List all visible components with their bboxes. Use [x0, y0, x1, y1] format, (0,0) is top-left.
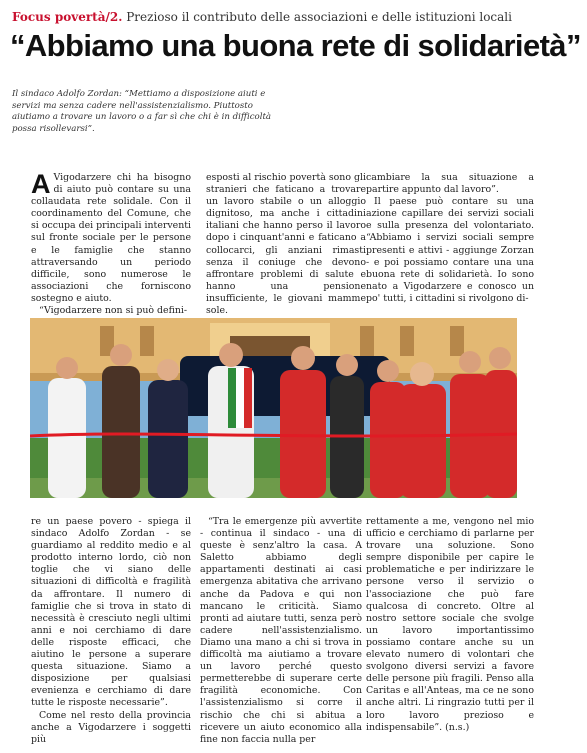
paragraph: Come nel resto della provincia anche a Vigodarzere i soggetti più [31, 709, 191, 745]
paragraph: re un paese povero - spiega il sindaco Adolfo Zordan - se guardiamo al reddito medio e al prodotto interno lordo, ciò non toglie che vi siano delle situazioni di difficoltà e fragilità da affrontare. Il numero di famiglie che si trova in stato di necessità è cresciuto negli ultimi anni e noi cerchiamo di dare delle risposte efficaci, che aiutino le persone a superare questa situazione. Siamo a disposizione per qualsiasi evenienza e cerchiamo di dare tutte le risposte necessarie”. [31, 516, 191, 709]
standfirst: Il sindaco Adolfo Zordan: “Mettiamo a disposizione aiuti e servizi ma senza cadere nell'assistenzialismo. Piuttosto aiutiamo a trovare un lavoro o a far sì che chi è in difficoltà possa risollevarsi”. [12, 89, 272, 134]
paragraph: “Vigodarzere non si può defini- [39, 305, 188, 317]
ribbon-cutting-photo [30, 318, 517, 498]
paragraph: Il paese può contare su una azione capillare dei servizi sociali e sulla presenza del volontariato. “Abbiamo i servizi sociali sempre presenti e attivi - aggiunge Zorzan - e poi possiamo contare una una buona rete di solidarietà. Io sono nato a Vigodarzere e conosco un po' tutti, i cittadini si rivolgono di- [366, 196, 534, 304]
article-column-3 [366, 172, 534, 305]
article-column-2 [206, 172, 366, 317]
article-column-6 [366, 516, 534, 734]
kicker [12, 9, 582, 25]
paragraph [31, 169, 191, 305]
drop-cap: A [31, 169, 51, 199]
subheadline: Prezioso il contributo delle associazioni e delle istituzioni locali [126, 10, 512, 24]
paragraph-text: Vigodarzere chi ha bisogno di aiuto può contare su una collaudata rete solidale. Con il coordinamento del Comune, che si occupa dei principali interventi sul fronte sociale per le persone e le famiglie che stanno attraversando un periodo difficile, sono numerose le associazioni che forniscono sostegno e aiuto. [31, 172, 191, 304]
headline: “Abbiamo una buona rete di solidarietà” [10, 28, 581, 63]
paragraph: esposti al rischio povertà sono gli stranieri che faticano a trovare un lavoro stabile o un alloggio dignitoso, ma anche i cittadini italiani che hanno perso il lavoro dopo i cinquant'anni e faticano a collocarci, gli anziani rimasti senza il coniuge che devono affrontare problemi di salute e hanno una pensione insufficiente, le giovani mamme sole. [206, 172, 366, 317]
paragraph: cambiare la sua situazione a partire appunto dal lavoro”. [366, 172, 534, 196]
paragraph: rettamente a me, vengono nel mio ufficio e cerchiamo di parlarne per trovare una soluzione. Sono sempre disponibile per capire le problematiche e per indirizzare le persone verso il servizio o l'associazione che può fare qualcosa di concreto. Oltre al nostro settore sociale che svolge un lavoro importantissimo possiamo contare anche su un elevato numero di volontari che svolgono diversi servizi a favore delle persone più fragili. Penso alla Caritas e all'Anteas, ma ce ne sono anche altri. Li ringrazio tutti per il loro lavoro prezioso e indispensabile”. (n.s.) [366, 516, 534, 733]
section-label: Focus povertà/2. [12, 10, 123, 24]
article-column-4 [31, 516, 191, 746]
paragraph: “Tra le emergenze più avvertite - continua il sindaco - una di queste è senz'altro la casa. A Saletto abbiamo degli appartamenti destinati ai casi emergenza abitativa che arrivano anche da Padova e qui non mancano le criticità. Siamo pronti ad aiutare tutti, senza però cadere nell'assistenzialismo. Diamo una mano a chi si trova in difficoltà ma aiutiamo a trovare un lavoro perché questo permetterebbe di superare certe fragilità economiche. Con l'assistenzialismo si corre il rischio che chi si abitua a ricevere un aiuto economico alla fine non faccia nulla per [200, 516, 362, 745]
article-column-5 [200, 516, 362, 746]
article-column-1 [31, 169, 191, 317]
